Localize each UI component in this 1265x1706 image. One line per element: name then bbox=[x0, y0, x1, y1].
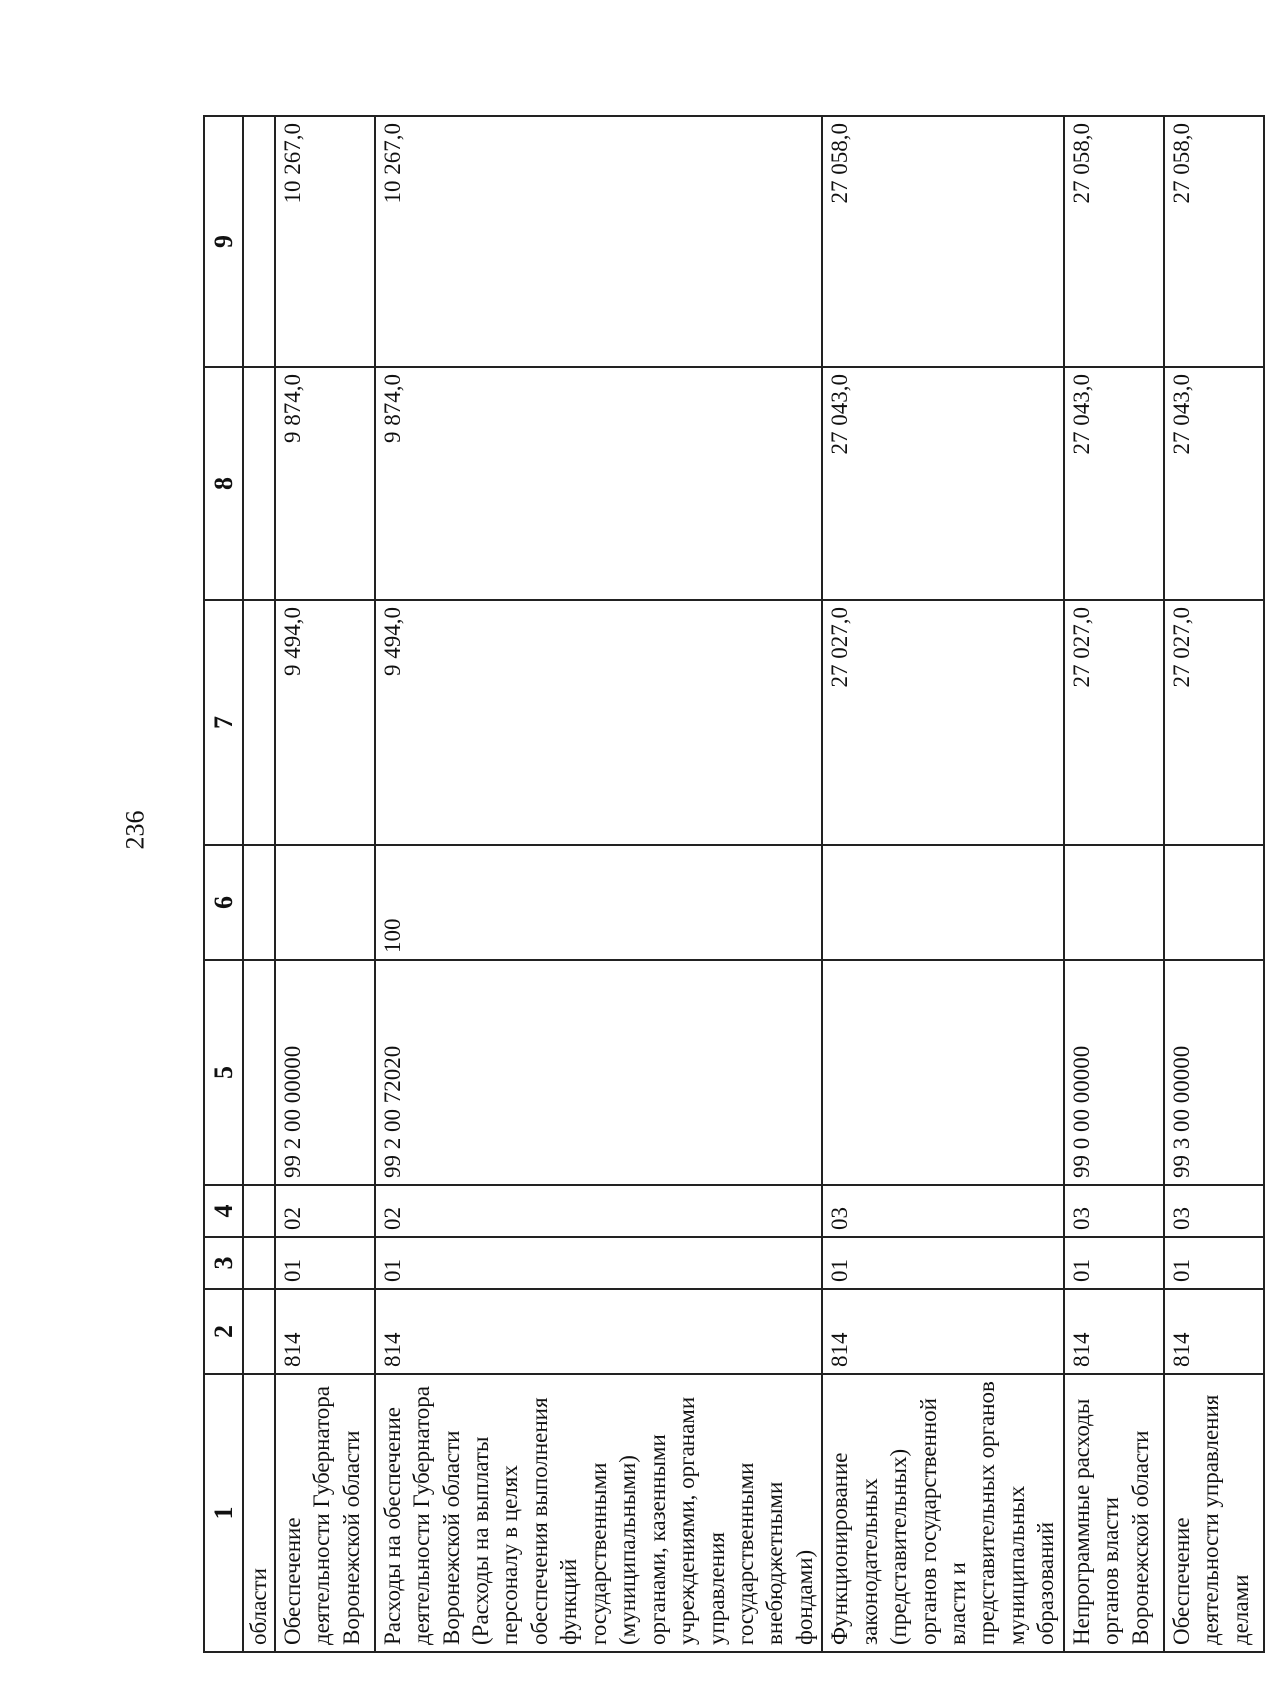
header-cell-2: 2 bbox=[204, 1289, 243, 1374]
section-cell: 01 bbox=[375, 1237, 823, 1289]
table-row bbox=[1064, 116, 1164, 1652]
admin-code-cell: 814 bbox=[1064, 1289, 1164, 1374]
amount-cell-8: 9 874,0 bbox=[375, 367, 823, 600]
empty-cell bbox=[243, 1289, 274, 1374]
expense-type-cell bbox=[1064, 845, 1164, 960]
empty-cell bbox=[243, 845, 274, 960]
section-cell: 01 bbox=[275, 1237, 375, 1289]
header-cell-9: 9 bbox=[204, 116, 243, 367]
amount-cell-9: 27 058,0 bbox=[822, 116, 1064, 367]
amount-cell-8: 27 043,0 bbox=[822, 367, 1064, 600]
row-name-cell: Функционирование законодательных (представительных) органов государственной власти и представительных органов муниципальных образований bbox=[822, 1374, 1064, 1652]
target-article-cell bbox=[822, 960, 1064, 1185]
amount-cell-7: 9 494,0 bbox=[275, 600, 375, 845]
section-cell: 01 bbox=[1164, 1237, 1264, 1289]
target-article-cell: 99 0 00 00000 bbox=[1064, 960, 1164, 1185]
header-row bbox=[204, 116, 243, 1652]
table-row bbox=[1164, 116, 1264, 1652]
empty-cell bbox=[243, 1237, 274, 1289]
amount-cell-8: 27 043,0 bbox=[1164, 367, 1264, 600]
rotated-table-wrapper bbox=[203, 117, 1253, 1653]
header-cell-5: 5 bbox=[204, 960, 243, 1185]
empty-cell bbox=[243, 367, 274, 600]
expense-type-cell bbox=[1164, 845, 1264, 960]
amount-cell-7: 27 027,0 bbox=[1164, 600, 1264, 845]
header-cell-7: 7 bbox=[204, 600, 243, 845]
row-name-cell: Обеспечение деятельности управления делами bbox=[1164, 1374, 1264, 1652]
expense-type-cell bbox=[822, 845, 1064, 960]
admin-code-cell: 814 bbox=[822, 1289, 1064, 1374]
table-row bbox=[375, 116, 823, 1652]
row-name-cell: Обеспечение деятельности Губернатора Воронежской области bbox=[275, 1374, 375, 1652]
header-cell-3: 3 bbox=[204, 1237, 243, 1289]
admin-code-cell: 814 bbox=[275, 1289, 375, 1374]
row-name-cell: Непрограммные расходы органов власти Воронежской области bbox=[1064, 1374, 1164, 1652]
table-row bbox=[275, 116, 375, 1652]
subsection-cell: 03 bbox=[1064, 1185, 1164, 1237]
target-article-cell: 99 2 00 72020 bbox=[375, 960, 823, 1185]
page-number-text: 236 bbox=[120, 810, 149, 850]
amount-cell-7: 27 027,0 bbox=[1064, 600, 1164, 845]
header-cell-1: 1 bbox=[204, 1374, 243, 1652]
subsection-cell: 03 bbox=[822, 1185, 1064, 1237]
amount-cell-8: 27 043,0 bbox=[1064, 367, 1164, 600]
continuation-row bbox=[243, 116, 274, 1652]
header-cell-8: 8 bbox=[204, 367, 243, 600]
amount-cell-7: 27 027,0 bbox=[822, 600, 1064, 845]
amount-cell-7: 9 494,0 bbox=[375, 600, 823, 845]
header-cell-6: 6 bbox=[204, 845, 243, 960]
expense-type-cell bbox=[275, 845, 375, 960]
section-cell: 01 bbox=[822, 1237, 1064, 1289]
empty-cell bbox=[243, 116, 274, 367]
target-article-cell: 99 2 00 00000 bbox=[275, 960, 375, 1185]
page-number bbox=[115, 800, 155, 860]
continued-name-cell: области bbox=[243, 1374, 274, 1652]
table-row bbox=[822, 116, 1064, 1652]
empty-cell bbox=[243, 1185, 274, 1237]
admin-code-cell: 814 bbox=[375, 1289, 823, 1374]
amount-cell-9: 27 058,0 bbox=[1164, 116, 1264, 367]
amount-cell-8: 9 874,0 bbox=[275, 367, 375, 600]
header-cell-4: 4 bbox=[204, 1185, 243, 1237]
budget-table bbox=[203, 115, 1265, 1653]
row-name-cell: Расходы на обеспечение деятельности Губернатора Воронежской области (Расходы на выплаты персоналу в целях обеспечения выполнения функций государственными (муниципальными) органами, казенными учреждениями, органами управления государственными внебюджетными фондами) bbox=[375, 1374, 823, 1652]
subsection-cell: 02 bbox=[375, 1185, 823, 1237]
expense-type-cell: 100 bbox=[375, 845, 823, 960]
amount-cell-9: 10 267,0 bbox=[275, 116, 375, 367]
amount-cell-9: 10 267,0 bbox=[375, 116, 823, 367]
subsection-cell: 03 bbox=[1164, 1185, 1264, 1237]
section-cell: 01 bbox=[1064, 1237, 1164, 1289]
empty-cell bbox=[243, 600, 274, 845]
empty-cell bbox=[243, 960, 274, 1185]
amount-cell-9: 27 058,0 bbox=[1064, 116, 1164, 367]
admin-code-cell: 814 bbox=[1164, 1289, 1264, 1374]
target-article-cell: 99 3 00 00000 bbox=[1164, 960, 1264, 1185]
subsection-cell: 02 bbox=[275, 1185, 375, 1237]
